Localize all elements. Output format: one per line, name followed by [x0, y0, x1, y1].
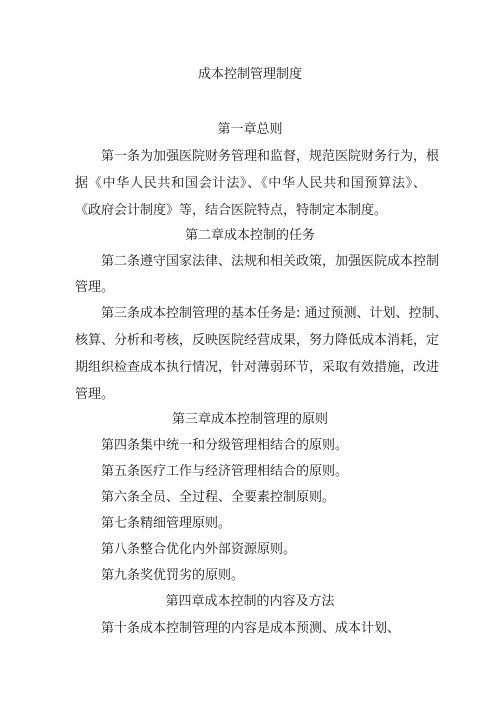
article-3-line-2: 核算、分析和考核，反映医院经营成果，努力降低成本消耗，定	[75, 333, 440, 348]
article-10-line-1: 第十条成本控制管理的内容是成本预测、成本计划、	[101, 621, 401, 636]
article-1-line-2: 据《中华人民共和国会计法》、《中华人民共和国预算法》、	[75, 176, 426, 191]
article-8: 第八条整合优化内外部资源原则。	[101, 542, 297, 557]
chapter-4-heading: 第四章成本控制的内容及方法	[165, 594, 335, 609]
article-1-line-1: 第一条为加强医院财务管理和监督，规范医院财务行为，根	[101, 149, 440, 164]
article-3-line-1: 第三条成本控制管理的基本任务是: 通过预测、计划、控制、	[101, 306, 448, 321]
article-3-line-4: 管理。	[75, 387, 115, 402]
chapter-3-heading: 第三章成本控制管理的原则	[171, 412, 328, 427]
article-4: 第四条集中统一和分级管理相结合的原则。	[101, 438, 349, 453]
article-5: 第五条医疗工作与经济管理相结合的原则。	[101, 464, 349, 479]
article-3-line-3: 期组织检查成本执行情况，针对薄弱环节，采取有效措施，改进	[75, 360, 440, 375]
article-2-line-2: 管理。	[75, 280, 115, 295]
chapter-1-heading: 第一章总则	[217, 122, 283, 137]
article-9: 第九条奖优罚劣的原则。	[101, 568, 245, 583]
article-1-line-3: 《政府会计制度》等，结合医院特点，特制定本制度。	[75, 203, 388, 218]
article-7: 第七条精细管理原则。	[101, 516, 232, 531]
chapter-2-heading: 第二章成本控制的任务	[184, 228, 315, 243]
document-title: 成本控制管理制度	[197, 67, 302, 82]
article-2-line-1: 第二条遵守国家法律、法规和相关政策，加强医院成本控制	[101, 254, 440, 269]
article-6: 第六条全员、全过程、全要素控制原则。	[101, 490, 336, 505]
